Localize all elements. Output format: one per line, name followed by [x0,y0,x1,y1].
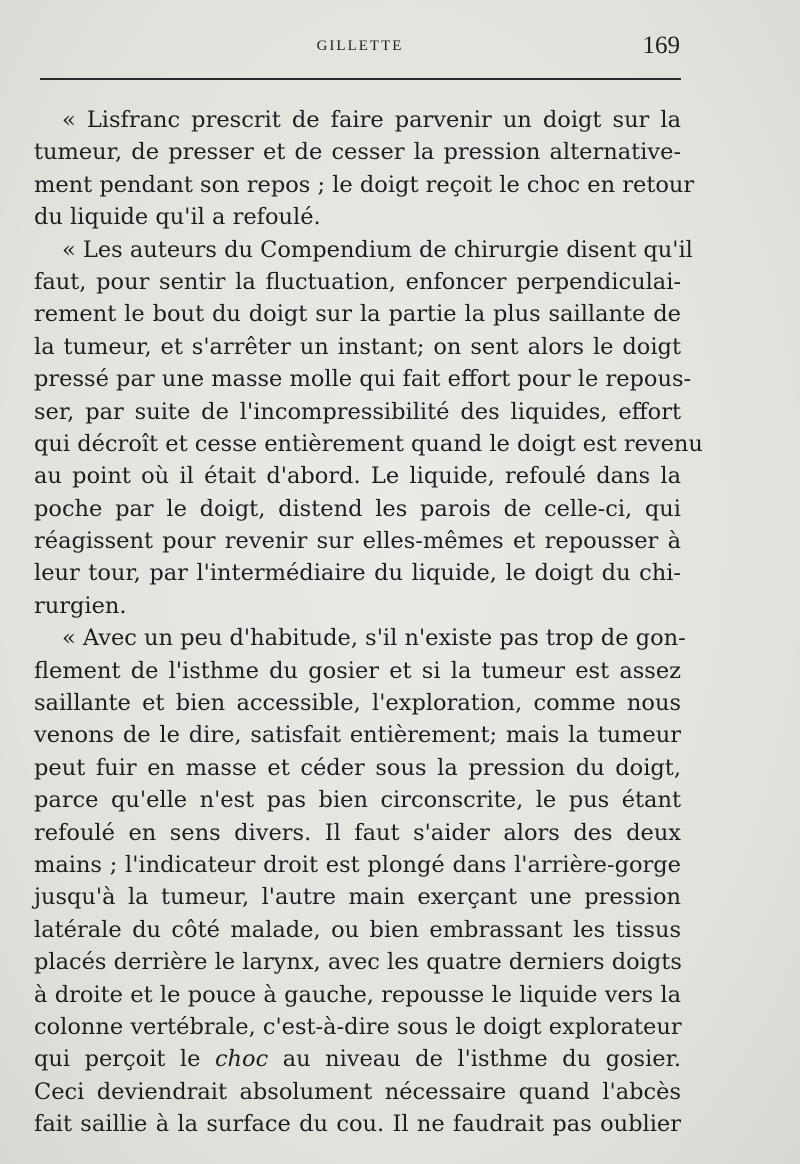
text-line: qui décroît et cesse entièrement quand le doigt est revenu [34,430,703,457]
text-line: ser, par suite de l'incompressibilité des liquides, effort [34,398,681,425]
text-line: fait saillie à la surface du cou. Il ne faudrait pas oublier [34,1111,681,1138]
text-line: « Avec un peu d'habitude, s'il n'existe pas trop de gon- [62,625,686,652]
text-line: refoulé en sens divers. Il faut s'aider alors des deux [34,819,681,846]
text-segment: au niveau de l'isthme du gosier. [282,1046,682,1073]
text-line: placés derrière le larynx, avec les quatre derniers doigts [34,949,682,976]
text-line: rurgien. [34,592,127,619]
text-line: flement de l'isthme du gosier et si la tumeur est assez [34,657,681,684]
page-number: 169 [642,32,680,59]
running-title: GILLETTE [316,38,404,54]
text-line: au point où il était d'abord. Le liquide, refoulé dans la [34,463,681,490]
text-line: poche par le doigt, distend les parois de celle-ci, qui [34,495,681,522]
text-line: faut, pour sentir la fluctuation, enfoncer perpendiculai- [34,268,681,295]
text-line: « Les auteurs du Compendium de chirurgie disent qu'il [62,236,693,263]
text-line: du liquide qu'il a refoulé. [34,204,321,231]
text-segment: qui perçoit le [34,1046,201,1073]
text-line: peut fuir en masse et céder sous la pression du doigt, [34,754,681,781]
body-text [34,104,703,1141]
text-line: mains ; l'indicateur droit est plongé dans l'arrière-gorge [34,851,681,878]
text-line: venons de le dire, satisfait entièrement; mais la tumeur [34,722,681,749]
text-line: « Lisfranc prescrit de faire parvenir un doigt sur la [62,107,681,133]
emphasized-word: choc [214,1046,269,1073]
header-rule [40,78,681,80]
text-line: pressé par une masse molle qui fait effort pour le repous- [34,366,692,393]
text-line: la tumeur, et s'arrêter un instant; on sent alors le doigt [34,333,681,360]
text-line: rement le bout du doigt sur la partie la plus saillante de [34,301,681,328]
text-line: saillante et bien accessible, l'exploration, comme nous [34,690,681,717]
text-line: Ceci deviendrait absolument nécessaire quand l'abcès [34,1078,681,1105]
text-line: parce qu'elle n'est pas bien circonscrite, le pus étant [34,787,681,814]
text-line: leur tour, par l'intermédiaire du liquide, le doigt du chi- [34,560,681,587]
text-line: latérale du côté malade, ou bien embrassant les tissus [34,916,681,943]
text-line: ment pendant son repos ; le doigt reçoit le choc en retour [34,171,695,198]
running-head [40,34,680,64]
text-line: réagissent pour revenir sur elles-mêmes et repousser à [34,528,681,555]
text-line: colonne vertébrale, c'est-à-dire sous le doigt explorateur [34,1013,682,1040]
text-line-with-emphasis [34,1043,681,1075]
text-line: tumeur, de presser et de cesser la pression alternative- [34,139,681,166]
text-line: jusqu'à la tumeur, l'autre main exerçant une pression [34,884,681,911]
text-line: à droite et le pouce à gauche, repousse le liquide vers la [34,981,681,1008]
